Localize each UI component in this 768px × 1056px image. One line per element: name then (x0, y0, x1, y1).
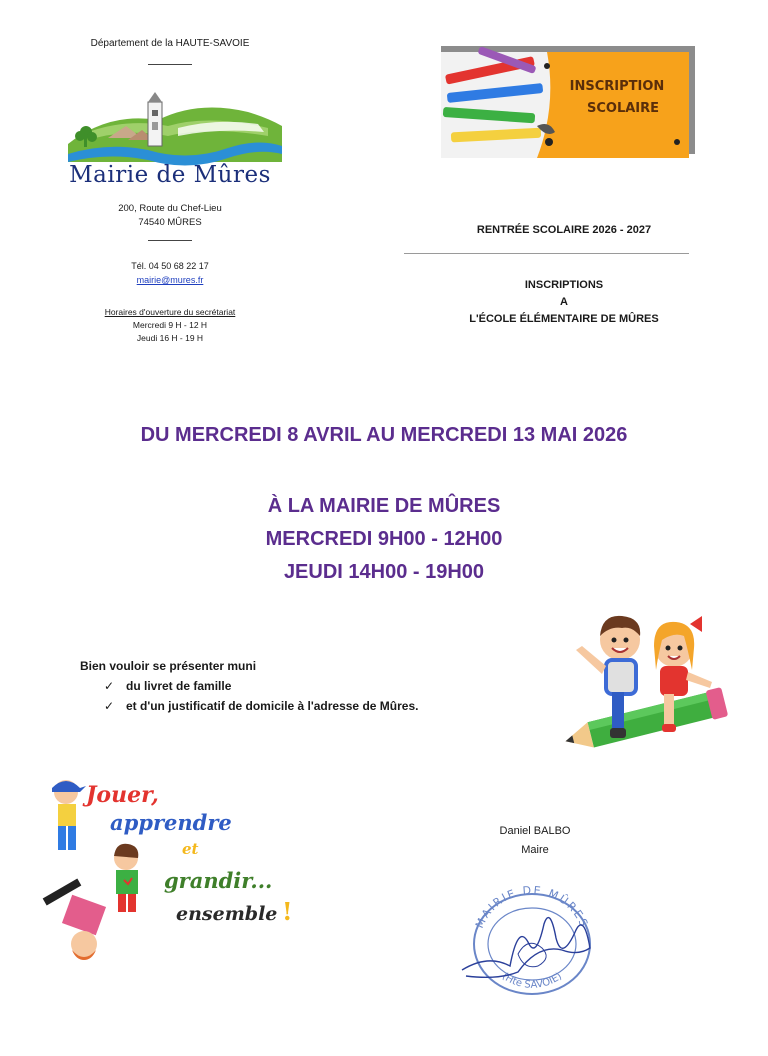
registration-place (0, 490, 768, 589)
mayor-name: Daniel BALBO (499, 825, 571, 837)
banner-line2: SCOLAIRE (586, 101, 660, 116)
list-item (104, 676, 520, 696)
mairie-address (40, 202, 300, 230)
inscriptions-label: INSCRIPTIONS (524, 279, 604, 291)
signer (460, 822, 610, 860)
hours-thursday: Jeudi 16 H - 19 H (136, 333, 204, 343)
stamp-top-text: MAIRIE DE MÛRES (472, 884, 592, 931)
divider (404, 253, 689, 254)
slogan-word-apprendre: apprendre (110, 810, 232, 835)
kids-on-pencil-illustration (562, 600, 732, 770)
address-line: 200, Route du Chef-Lieu (118, 203, 222, 214)
hours-title: Horaires d'ouverture du secrétariat (104, 307, 236, 317)
slogan-word-jouer: Jouer, (86, 782, 159, 808)
hours-wednesday: Mercredi 9 H - 12 H (132, 320, 208, 330)
office-hours (40, 306, 300, 345)
slot-wednesday: MERCREDI 9H00 - 12H00 (265, 528, 503, 550)
requirement-text: du livret de famille (126, 679, 232, 693)
address-city: 74540 MÛRES (138, 217, 202, 228)
inscription-scolaire-banner (437, 46, 695, 159)
requirements-list (80, 676, 520, 716)
check-icon: ✓ (104, 699, 115, 713)
list-item (104, 696, 520, 716)
slogan-word-et: et (182, 840, 199, 858)
requirements (80, 656, 520, 716)
slot-thursday: JEUDI 14H00 - 19H00 (283, 561, 485, 583)
banner-line1: INSCRIPTION (569, 79, 665, 94)
stamp-bottom-text: (Hte SAVOIE) (499, 970, 565, 991)
mairie-name: Mairie de Mûres (69, 162, 271, 188)
inscriptions-heading (404, 277, 724, 328)
slogan-word-ensemble: ensemble (176, 903, 278, 925)
email-link[interactable]: mairie@mures.fr (136, 275, 204, 285)
phone-number: Tél. 04 50 68 22 17 (131, 261, 209, 271)
slogan-illustration (36, 770, 311, 970)
svg-text:MAIRIE DE MÛRES (473, 884, 591, 930)
mairie-contact (40, 259, 300, 287)
svg-text:(Hte SAVOIE) (500, 971, 564, 991)
place-label: À LA MAIRIE DE MÛRES (267, 495, 501, 517)
school-name: L'ÉCOLE ÉLÉMENTAIRE DE MÛRES (469, 313, 659, 325)
divider (148, 240, 192, 241)
registration-dates: DU MERCREDI 8 AVRIL AU MERCREDI 13 MAI 2026 (140, 424, 628, 446)
mairie-stamp (458, 884, 604, 996)
requirements-intro: Bien vouloir se présenter muni (80, 659, 257, 673)
slogan-word-grandir: grandir... (164, 868, 273, 893)
check-icon: ✓ (104, 679, 115, 693)
divider (148, 64, 192, 65)
rentree-scolaire-title: RENTRÉE SCOLAIRE 2026 - 2027 (476, 224, 652, 236)
mayor-title: Maire (521, 844, 549, 856)
requirement-text: et d'un justificatif de domicile à l'adresse de Mûres. (126, 699, 419, 713)
a-label: A (560, 296, 568, 308)
department-label: Département de la HAUTE-SAVOIE (90, 38, 250, 49)
slogan-exclamation: ! (282, 897, 293, 926)
